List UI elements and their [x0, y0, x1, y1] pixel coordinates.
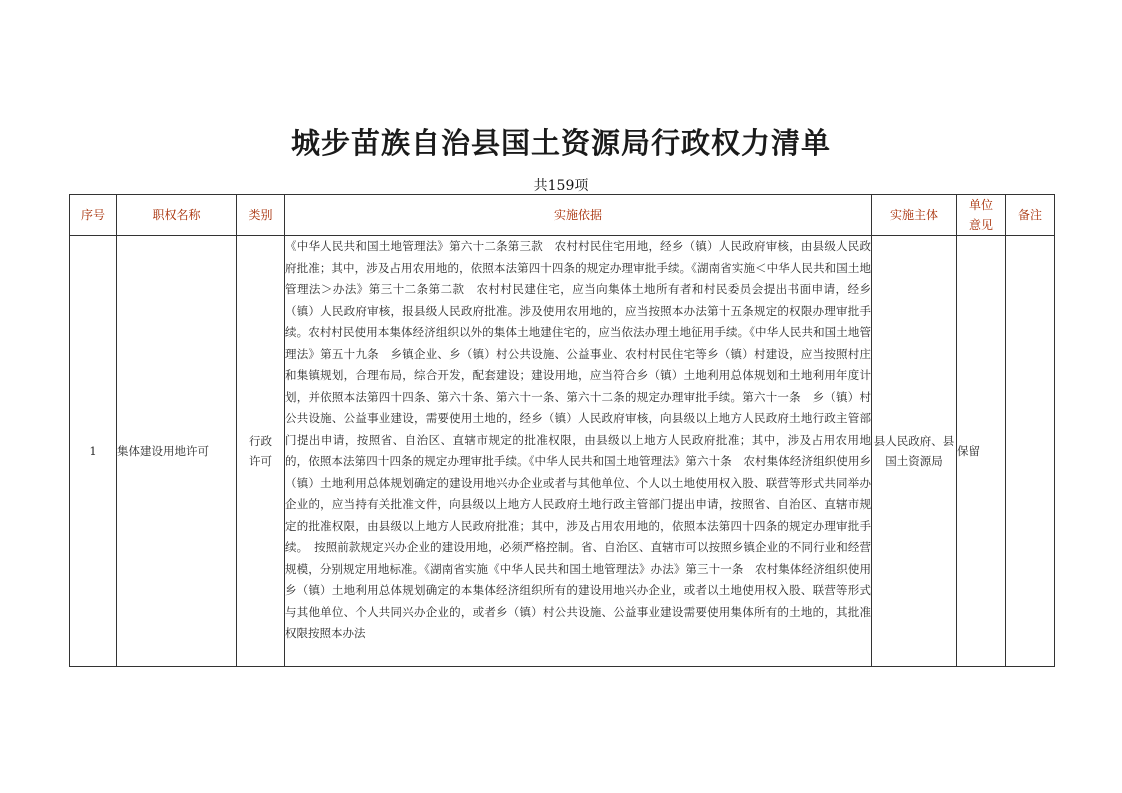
row-basis — [285, 236, 872, 667]
row-opinion: 保留 — [957, 236, 1006, 667]
header-category: 类别 — [237, 195, 285, 236]
power-list-table — [69, 194, 1055, 667]
header-note: 备注 — [1006, 195, 1055, 236]
item-count: 共159项 — [533, 178, 589, 194]
table-header-row — [70, 195, 1055, 236]
row-note — [1006, 236, 1055, 667]
row-body: 县人民政府、县国土资源局 — [872, 236, 957, 667]
page-title: 城步苗族自治县国土资源局行政权力清单 — [290, 126, 831, 160]
row-seq: 1 — [70, 236, 117, 667]
header-body: 实施主体 — [872, 195, 957, 236]
header-basis: 实施依据 — [285, 195, 872, 236]
table-row — [70, 236, 1055, 667]
header-opinion: 单位意见 — [957, 195, 1006, 236]
header-seq: 序号 — [70, 195, 117, 236]
row-name: 集体建设用地许可 — [117, 236, 237, 667]
header-name: 职权名称 — [117, 195, 237, 236]
row-basis-text: 《中华人民共和国土地管理法》第六十二条第三款 农村村民住宅用地，经乡（镇）人民政府审核，由县级人民政府批准；其中，涉及占用农用地的，依照本法第四十四条的规定办理审批手续。《湖南省实施＜中华人民共和国土地管理法＞办法》第三十二条第二款 农村村民建住宅，应当向集体土地所有者和村民委员会提出书面申请，经乡（镇）人民政府审核，报县级人民政府批准。涉及使用农用地的，应当按照本办法第十五条规定的权限办理审批手续。农村村民使用本集体经济组织以外的集体土地建住宅的，应当依法办理土地征用手续。《中华人民共和国土地管理法》第五十九条 乡镇企业、乡（镇）村公共设施、公益事业、农村村民住宅等乡（镇）村建设，应当按照村庄和集镇规划，合理布局，综合开发，配套建设；建设用地，应当符合乡（镇）土地利用总体规划和土地利用年度计划，并依照本法第四十四条、第六十条、第六十一条、第六十二条的规定办理审批手续。第六十一条 乡（镇）村公共设施、公益事业建设，需要使用土地的，经乡（镇）人民政府审核，向县级以上地方人民政府土地行政主管部门提出申请，按照省、自治区、直辖市规定的批准权限，由县级以上地方人民政府批准；其中，涉及占用农用地的，依照本法第四十四条的规定办理审批手续。《中华人民共和国土地管理法》第六十条 农村集体经济组织使用乡（镇）土地利用总体规划确定的建设用地兴办企业或者与其他单位、个人以土地使用权入股、联营等形式共同举办企业的，应当持有关批准文件，向县级以上地方人民政府土地行政主管部门提出申请，按照省、自治区、直辖市规定的批准权限，由县级以上地方人民政府批准；其中，涉及占用农用地的，依照本法第四十四条的规定办理审批手续。 按照前款规定兴办企业的建设用地，必须严格控制。省、自治区、直辖市可以按照乡镇企业的不同行业和经营规模，分别规定用地标准。《湖南省实施《中华人民共和国土地管理法》办法》第三十一条 农村集体经济组织使用乡（镇）土地利用总体规划确定的本集体经济组织所有的建设用地兴办企业，或者以土地使用权入股、联营等形式与其他单位、个人共同兴办企业的，或者乡（镇）村公共设施、公益事业建设需要使用集体所有的土地的，其批准权限按照本办法 — [285, 239, 871, 640]
row-category: 行政许可 — [237, 236, 285, 667]
